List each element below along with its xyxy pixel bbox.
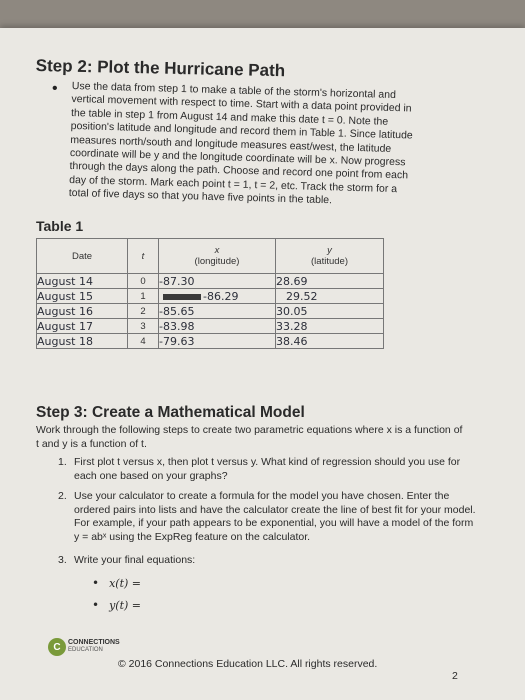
- logo-text-line2: EDUCATION: [68, 647, 103, 653]
- row-longitude-cell: [159, 289, 276, 304]
- equation-x-label: x(t) =: [109, 577, 141, 590]
- item-text: Write your final equations:: [74, 554, 196, 566]
- row-t: 3: [128, 319, 159, 334]
- step2-title: Step 2: Plot the Hurricane Path: [35, 56, 286, 81]
- header-longitude: x (longitude): [159, 239, 276, 274]
- table-row: [37, 334, 384, 349]
- item-text: Use your calculator to create a formula for the model you have chosen. Enter the ordered pairs into lists and have the calculator create the line of best fit for your model. For example, if your path appears to be exponential, you will have a model of the form y = abˣ using the ExpReg feature on the calculator.: [74, 490, 476, 543]
- crossed-out-mark: [163, 294, 201, 300]
- row-t: 4: [128, 334, 159, 349]
- row-t: 0: [128, 274, 159, 289]
- step2-bullet: •: [52, 80, 58, 97]
- row-latitude: 38.46: [276, 334, 384, 349]
- row-latitude: 30.05: [276, 304, 384, 319]
- step3-title: Step 3: Create a Mathematical Model: [36, 404, 305, 421]
- row-longitude: -83.98: [159, 319, 276, 334]
- equation-y-label: y(t) =: [109, 599, 142, 612]
- item-number: 3.: [58, 554, 67, 566]
- row-date: August 15: [37, 289, 128, 304]
- table-row: [37, 289, 384, 304]
- item-number: 1.: [58, 456, 67, 468]
- item-text: First plot t versus x, then plot t versus y. What kind of regression should you use for each one based on your graphs?: [74, 456, 461, 482]
- row-date: August 16: [37, 304, 128, 319]
- table-row: [37, 319, 384, 334]
- step2-instructions: Use the data from step 1 to make a table of the storm's horizontal and vertical movement with respect to time. Start with a data point provided in the table in step 1 from August 14 and make this date t = 0. Note the position's latitude and longitude and record them in Table 1. Since latitude measures north/south and longitude measures east/west, the latitude coordinate will be y and the longitude coordinate will be x. Now progress through the days along the path. Choose and record one point from each day of the storm. Mark each point t = 1, t = 2, etc. Track the storm for a total of five days so that you have five points in the table.: [68, 80, 413, 207]
- row-latitude: 33.28: [276, 319, 384, 334]
- hurricane-data-table: [36, 238, 384, 349]
- page-number: 2: [452, 670, 458, 682]
- row-longitude: -79.63: [159, 334, 276, 349]
- header-date: Date: [37, 239, 128, 274]
- bullet-icon: •: [92, 576, 100, 590]
- step3-item-1: [58, 456, 478, 483]
- equation-x: [92, 576, 141, 590]
- table-row: [37, 274, 384, 289]
- row-t: 2: [128, 304, 159, 319]
- step3-item-2: [58, 490, 478, 544]
- logo-text-line1: CONNECTIONS: [68, 639, 120, 646]
- header-t: t: [128, 239, 159, 274]
- equation-y: [92, 598, 141, 612]
- copyright-notice: © 2016 Connections Education LLC. All rights reserved.: [118, 658, 378, 670]
- row-longitude: -85.65: [159, 304, 276, 319]
- row-t: 1: [128, 289, 159, 304]
- row-date: August 17: [37, 319, 128, 334]
- header-latitude: y (latitude): [276, 239, 384, 274]
- table-row: [37, 304, 384, 319]
- page-footer: [48, 638, 488, 682]
- table-title: Table 1: [36, 218, 84, 234]
- bullet-icon: •: [92, 598, 100, 612]
- row-date: August 18: [37, 334, 128, 349]
- row-latitude: 29.52: [276, 289, 384, 304]
- row-longitude: -87.30: [159, 274, 276, 289]
- connections-logo-icon: C: [48, 638, 66, 656]
- step3-item-3: [58, 554, 478, 568]
- step3-intro: Work through the following steps to create two parametric equations where x is a function of t and y is a function of t.: [36, 424, 463, 450]
- item-number: 2.: [58, 490, 67, 502]
- row-longitude: -86.29: [203, 289, 239, 303]
- row-date: August 14: [37, 274, 128, 289]
- row-latitude: 28.69: [276, 274, 384, 289]
